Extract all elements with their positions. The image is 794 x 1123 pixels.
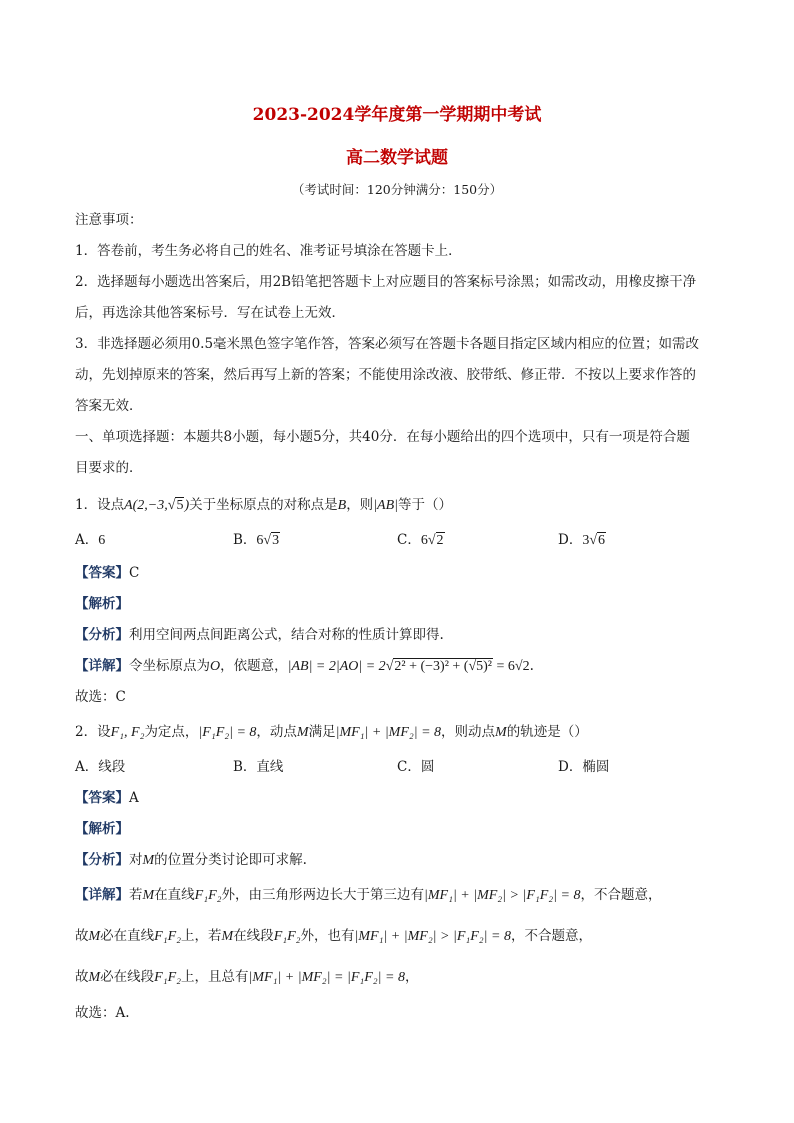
exam-info: （考试时间：120分钟满分：150分） <box>291 182 503 197</box>
note-2b: 后，再选涂其他答案标号．写在试卷上无效． <box>75 305 345 321</box>
q1-option-d: D．3√6 <box>558 532 606 548</box>
q1-point: A(2,−3, <box>124 498 168 513</box>
q1-option-b: B．6√3 <box>233 532 280 548</box>
q2-option-b: B．直线 <box>233 759 284 775</box>
exam-title: 2023-2024学年度第一学期期中考试 <box>252 105 542 125</box>
q2-option-d: D．椭圆 <box>558 759 610 775</box>
q1-mid: 关于坐标原点的对称点是 <box>189 497 338 513</box>
q1-choose: 故选：C <box>75 689 126 705</box>
q1-stem: 1．设点A(2,−3,√5)关于坐标原点的对称点是B，则|AB|等于（） <box>75 497 452 513</box>
note-1: 1．答卷前，考生务必将自己的姓名、准考证号填涂在答题卡上． <box>75 243 462 259</box>
q1-then: ，则 <box>346 497 374 513</box>
q1-b: B <box>337 498 347 513</box>
q2-option-a: A．线段 <box>75 759 126 775</box>
q1-point-close: ) <box>184 498 190 513</box>
exam-subtitle: 高二数学试题 <box>346 148 448 168</box>
q1-fenxi: 【分析】利用空间两点间距离公式，结合对称的性质计算即得. <box>75 627 444 643</box>
q1-abs: |AB| <box>373 498 398 513</box>
q1-prefix: 1．设点 <box>75 497 125 513</box>
q1-option-a: A．6 <box>75 532 106 548</box>
q2-detail-2: 故M必在直线F₁F₂上，若M在线段F₁F₂外，也有|MF₁| + |MF₂| > |F₁F₂| = 8，不合题意， <box>75 928 592 944</box>
note-3a: 3．非选择题必须用0.5毫米黑色签字笔作答，答案必须写在答题卡各题目指定区域内相应的位置；如需改 <box>75 336 700 352</box>
answer-tag: 【答案】 <box>75 565 129 581</box>
q2-choose: 故选：A. <box>75 1005 130 1021</box>
q1-answer: 【答案】C <box>75 565 140 581</box>
q1-option-c: C．6√2 <box>397 532 444 548</box>
q1-point-root: 5 <box>176 498 184 513</box>
q2-detail-3: 故M必在线段F₁F₂上，且总有|MF₁| + |MF₂| = |F₁F₂| = 8， <box>75 969 419 985</box>
q2-stem: 2．设F₁, F₂为定点，|F₁F₂| = 8，动点M满足|MF₁| + |MF₂| = 8，则动点M的轨迹是（） <box>75 724 588 740</box>
q1-end: 等于（） <box>398 497 452 513</box>
notes-heading: 注意事项： <box>75 212 143 228</box>
section1-line1: 一、单项选择题：本题共8小题，每小题5分，共40分．在每小题给出的四个选项中，只有一项是符合题 <box>75 429 690 445</box>
q2-answer: 【答案】A <box>75 790 139 806</box>
q2-analysis-tag: 【解析】 <box>75 821 129 837</box>
q2-fenxi: 【分析】对M的位置分类讨论即可求解. <box>75 852 307 868</box>
q2-option-c: C．圆 <box>397 759 435 775</box>
q1-detail: 【详解】令坐标原点为O，依题意，|AB| = 2|AO| = 2√2² + (−3)² + (√5)² = 6√2. <box>75 658 534 674</box>
q1-analysis-tag: 【解析】 <box>75 596 129 612</box>
section1-line2: 目要求的． <box>75 460 143 476</box>
note-2a: 2．选择题每小题选出答案后，用2B铅笔把答题卡上对应题目的答案标号涂黑；如需改动，用橡皮擦干净 <box>75 274 697 290</box>
note-3c: 答案无效． <box>75 398 143 414</box>
note-3b: 动，先划掉原来的答案，然后再写上新的答案；不能使用涂改液、胶带纸、修正带．不按以上要求作答的 <box>75 367 696 383</box>
q2-detail-1: 【详解】若M在直线F₁F₂外，由三角形两边长大于第三边有|MF₁| + |MF₂| > |F₁F₂| = 8，不合题意， <box>75 887 662 903</box>
